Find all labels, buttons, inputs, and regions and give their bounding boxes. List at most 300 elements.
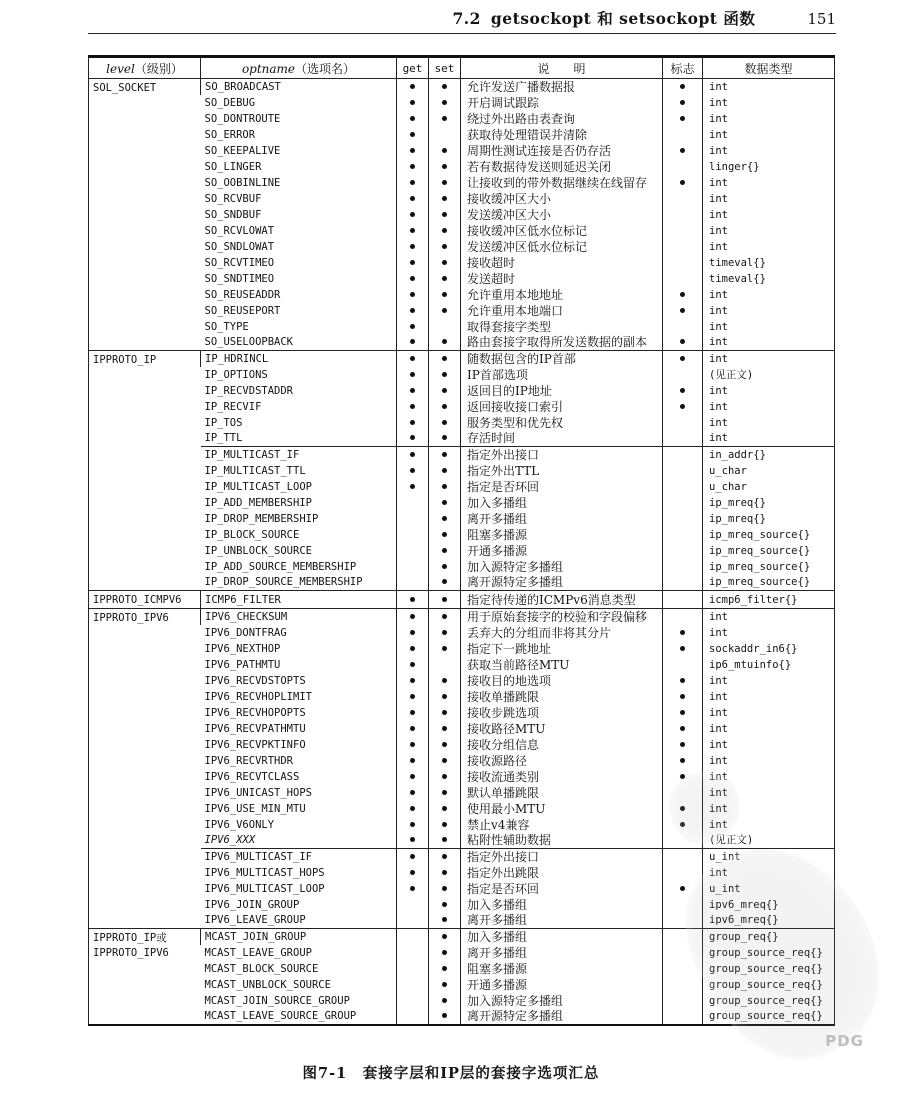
get-cell [397,833,429,849]
option-dot [442,339,447,344]
table-row [89,945,835,961]
get-cell [397,463,429,479]
optname-cell: IP_ADD_SOURCE_MEMBERSHIP [204,560,357,573]
table-row [89,223,835,239]
set-cell [429,977,461,993]
option-dot [410,630,415,635]
optname-cell: IPV6_RECVTCLASS [204,770,300,783]
optname-cell: IPV6_V6ONLY [204,818,275,831]
option-dot [680,678,685,683]
option-dot [410,148,415,153]
flag-cell [663,657,703,673]
set-cell [429,849,461,865]
datatype-cell: ip_mreq_source{} [703,543,835,559]
set-cell [429,431,461,447]
optname-cell: MCAST_JOIN_SOURCE_GROUP [204,994,350,1007]
flag-cell [663,191,703,207]
set-cell [429,527,461,543]
optname-cell: IPV6_DONTFRAG [204,626,287,639]
get-cell [397,543,429,559]
get-cell [397,175,429,191]
option-dot [680,388,685,393]
description-cell: 离开源特定多播组 [461,575,663,591]
flag-cell [663,801,703,817]
option-dot [442,822,447,827]
set-cell [429,143,461,159]
datatype-cell: ip_mreq{} [703,511,835,527]
get-cell [397,881,429,897]
get-cell [397,527,429,543]
description-cell: 返回接收接口索引 [461,399,663,415]
option-dot [680,710,685,715]
optname-cell: SO_RCVBUF [204,192,262,205]
datatype-cell: timeval{} [703,271,835,287]
option-dot [442,404,447,409]
optname-cell: IPV6_MULTICAST_LOOP [204,882,325,895]
table-row [89,543,835,559]
optname-cell: SO_RCVTIMEO [204,256,275,269]
set-cell [429,625,461,641]
flag-cell [663,207,703,223]
set-cell [429,111,461,127]
set-cell [429,993,461,1009]
option-dot [410,388,415,393]
table-row [89,335,835,351]
datatype-cell: int [703,207,835,223]
option-dot [680,100,685,105]
get-cell [397,609,429,625]
flag-cell [663,351,703,367]
set-cell [429,753,461,769]
datatype-cell: int [703,753,835,769]
get-cell [397,993,429,1009]
get-cell [397,303,429,319]
datatype-cell: int [703,111,835,127]
option-dot [442,806,447,811]
flag-cell [663,705,703,721]
option-dot [410,212,415,217]
datatype-cell: ip_mreq_source{} [703,527,835,543]
datatype-cell: int [703,319,835,335]
column-header-set [429,57,461,79]
get-cell [397,207,429,223]
set-cell [429,881,461,897]
description-cell: 允许重用本地端口 [461,303,663,319]
table-row [89,111,835,127]
datatype-cell: u_char [703,463,835,479]
option-dot [410,132,415,137]
get-cell [397,447,429,463]
optname-cell: IPV6_MULTICAST_HOPS [204,866,325,879]
set-cell [429,833,461,849]
optname-word: optname [241,61,296,76]
datatype-cell: int [703,609,835,625]
datatype-cell: int [703,239,835,255]
set-label: set [434,62,455,75]
datatype-cell: int [703,223,835,239]
get-cell [397,801,429,817]
set-cell [429,721,461,737]
table-row [89,431,835,447]
table-row [89,769,835,785]
optname-cell: MCAST_UNBLOCK_SOURCE [204,978,331,991]
table-row [89,673,835,689]
flag-cell [663,993,703,1009]
option-dot [410,886,415,891]
option-dot [410,678,415,683]
description-cell: 指定下一跳地址 [461,641,663,657]
datatype-cell: int [703,143,835,159]
option-dot [442,420,447,425]
optname-cell: IP_ADD_MEMBERSHIP [204,496,312,509]
optname-cell: IP_OPTIONS [204,368,268,381]
set-cell [429,255,461,271]
description-cell: 接收步跳选项 [461,705,663,721]
set-cell [429,223,461,239]
datatype-cell: group_source_req{} [703,1009,835,1025]
level-cell [89,929,201,1025]
set-cell [429,191,461,207]
optname-cell: SO_DEBUG [204,96,256,109]
optname-cell: MCAST_JOIN_GROUP [201,929,397,945]
level-cn: （级别） [134,61,183,76]
description-cell: 禁止v4兼容 [461,817,663,833]
set-cell [429,95,461,111]
datatype-cell: group_source_req{} [703,961,835,977]
flag-cell [663,95,703,111]
description-cell: 指定外出接口 [461,849,663,865]
option-dot [410,854,415,859]
optname-cell: IP_UNBLOCK_SOURCE [204,544,312,557]
table-row [89,961,835,977]
flag-cell [663,913,703,929]
optname-cell: IP_DROP_SOURCE_MEMBERSHIP [204,576,363,589]
option-dot [410,870,415,875]
get-cell [397,511,429,527]
option-dot [680,84,685,89]
get-cell [397,383,429,399]
get-cell [397,929,429,945]
description-cell: 服务类型和优先权 [461,415,663,431]
table-row [89,689,835,705]
flag-cell [663,415,703,431]
table-row [89,559,835,575]
get-cell [397,575,429,591]
optname-cell: IP_MULTICAST_TTL [204,464,306,477]
set-cell [429,319,461,335]
socket-options-table [88,55,835,1026]
option-dot [442,982,447,987]
description-cell: 离开源特定多播组 [461,1009,663,1025]
flag-cell [663,961,703,977]
optname-cell: SO_ERROR [204,128,256,141]
flag-cell [663,335,703,351]
option-dot [442,228,447,233]
optname-cell: IP_MULTICAST_IF [201,447,397,463]
datatype-cell: int [703,303,835,319]
description-cell: 默认单播跳限 [461,785,663,801]
option-dot [410,597,415,602]
flag-cell [663,737,703,753]
option-dot [680,886,685,891]
description-cell: 接收缓冲区低水位标记 [461,223,663,239]
get-cell [397,591,429,609]
datatype-cell: int [703,737,835,753]
description-cell: 绕过外出路由表查询 [461,111,663,127]
page-number: 151 [807,10,836,28]
flag-cell [663,673,703,689]
column-header-get [397,57,429,79]
table-row [89,383,835,399]
optname-cell: SO_TYPE [204,320,249,333]
description-cell: IP首部选项 [461,367,663,383]
option-dot [410,452,415,457]
option-dot [410,196,415,201]
optname-cell: MCAST_LEAVE_SOURCE_GROUP [204,1010,357,1022]
option-dot [410,164,415,169]
option-dot [410,822,415,827]
optname-cell: IPV6_RECVPATHMTU [204,722,306,735]
flag-cell [663,223,703,239]
description-cell: 取得套接字类型 [461,319,663,335]
set-cell [429,705,461,721]
datatype-cell: (见正文) [703,367,835,383]
datatype-cell: int [703,689,835,705]
optname-cell: SO_RCVLOWAT [204,224,275,237]
table-row [89,897,835,913]
description-cell: 开通多播源 [461,977,663,993]
table-row [89,207,835,223]
description-cell: 用于原始套接字的校验和字段偏移 [461,609,663,625]
column-header-datatype: 数据类型 [703,57,835,79]
table-row [89,641,835,657]
datatype-cell: int [703,127,835,143]
table-row [89,833,835,849]
table-header-row [89,57,835,79]
description-cell: 离开多播组 [461,511,663,527]
option-dot [680,774,685,779]
table-row [89,1009,835,1025]
optname-cell: IPV6_PATHMTU [204,658,281,671]
optname-cell: SO_DONTROUTE [204,112,281,125]
table-row [89,881,835,897]
option-dot [680,758,685,763]
option-dot [442,966,447,971]
section-heading [452,7,755,29]
optname-cell: SO_SNDLOWAT [204,240,275,253]
get-label: get [402,62,423,75]
set-cell [429,897,461,913]
level-label: SOL_SOCKET [93,82,157,94]
set-cell [429,1009,461,1025]
description-cell: 让接收到的带外数据继续在线留存 [461,175,663,191]
table-row [89,575,835,591]
get-cell [397,817,429,833]
option-dot [442,837,447,842]
optname-cell: IPV6_RECVHOPOPTS [204,706,306,719]
options-table-body [89,79,835,1025]
level-label: IPPROTO_ICMPV6 [93,594,182,606]
table-row [89,239,835,255]
option-dot [410,276,415,281]
datatype-cell: int [703,335,835,351]
datatype-cell: int [703,287,835,303]
table-row [89,817,835,833]
table-row [89,737,835,753]
set-cell [429,591,461,609]
datatype-cell: int [703,705,835,721]
option-dot [680,339,685,344]
level-cell [89,351,201,591]
set-cell [429,785,461,801]
option-dot [410,662,415,667]
flag-cell [663,159,703,175]
option-dot [410,468,415,473]
table-row [89,479,835,495]
flag-cell [663,785,703,801]
option-dot [442,260,447,265]
table-row [89,415,835,431]
table-row [89,753,835,769]
option-dot [442,579,447,584]
option-dot [442,164,447,169]
option-dot [410,180,415,185]
description-cell: 获取当前路径MTU [461,657,663,673]
optname-cell: SO_SNDBUF [204,208,262,221]
datatype-cell: ip6_mtuinfo{} [703,657,835,673]
description-cell: 加入多播组 [461,897,663,913]
option-dot [442,998,447,1003]
datatype-cell: int [703,673,835,689]
set-cell [429,463,461,479]
datatype-cell: group_source_req{} [703,945,835,961]
option-dot [410,116,415,121]
flag-cell [663,399,703,415]
level-label: IPPROTO_IP或 [93,932,167,944]
table-row [89,271,835,287]
get-cell [397,961,429,977]
option-dot [410,292,415,297]
option-dot [410,356,415,361]
level-label: IPPROTO_IPV6 [93,947,169,959]
option-dot [442,678,447,683]
set-cell [429,641,461,657]
datatype-cell: group_source_req{} [703,993,835,1009]
set-cell [429,399,461,415]
option-dot [680,308,685,313]
option-dot [442,196,447,201]
description-cell: 允许重用本地地址 [461,287,663,303]
section-title: getsockopt 和 setsockopt 函数 [490,9,756,28]
set-cell [429,961,461,977]
flag-cell [663,255,703,271]
datatype-cell: u_int [703,881,835,897]
set-cell [429,239,461,255]
set-cell [429,415,461,431]
option-dot [442,597,447,602]
table-row [89,495,835,511]
set-cell [429,559,461,575]
datatype-cell: int [703,721,835,737]
description-cell: 路由套接字取得所发送数据的副本 [461,335,663,351]
option-dot [410,308,415,313]
optname-cell: IP_TOS [204,416,243,429]
option-dot [410,339,415,344]
table-row [89,367,835,383]
option-dot [442,726,447,731]
get-cell [397,753,429,769]
flag-cell [663,865,703,881]
flag-cell [663,175,703,191]
option-dot [442,516,447,521]
datatype-cell: int [703,817,835,833]
flag-cell [663,689,703,705]
option-dot [680,180,685,185]
description-cell: 使用最小MTU [461,801,663,817]
option-dot [442,694,447,699]
table-row [89,705,835,721]
flag-cell [663,897,703,913]
figure-caption: 图7-1 套接字层和IP层的套接字选项汇总 [302,1065,600,1082]
flag-cell [663,479,703,495]
optname-cell: SO_REUSEPORT [204,304,281,317]
level-label: IPPROTO_IPV6 [93,612,169,624]
option-dot [442,870,447,875]
optname-cell: IP_TTL [204,432,243,445]
set-cell [429,271,461,287]
option-dot [680,116,685,121]
datatype-cell: sockaddr_in6{} [703,641,835,657]
table-row [89,977,835,993]
description-cell: 接收流通类别 [461,769,663,785]
option-dot [410,435,415,440]
set-cell [429,575,461,591]
table-row [89,303,835,319]
flag-cell [663,849,703,865]
table-row [89,609,835,625]
flag-cell [663,239,703,255]
option-dot [410,758,415,763]
get-cell [397,479,429,495]
set-cell [429,945,461,961]
option-dot [442,356,447,361]
flag-cell [663,287,703,303]
flag-cell [663,111,703,127]
option-dot [442,435,447,440]
option-dot [442,1013,447,1018]
set-cell [429,737,461,753]
set-cell [429,673,461,689]
description-cell: 若有数据待发送则延迟关闭 [461,159,663,175]
table-row [89,79,835,95]
table-row [89,625,835,641]
set-cell [429,367,461,383]
get-cell [397,641,429,657]
optname-cell: IPV6_UNICAST_HOPS [204,786,312,799]
get-cell [397,399,429,415]
datatype-cell: ip_mreq_source{} [703,559,835,575]
table-row [89,351,835,367]
option-dot [410,324,415,329]
set-cell [429,543,461,559]
optname-cell: SO_REUSEADDR [204,288,281,301]
option-dot [410,372,415,377]
get-cell [397,127,429,143]
description-cell: 离开多播组 [461,913,663,929]
description-cell: 指定外出TTL [461,463,663,479]
get-cell [397,1009,429,1025]
table-header [89,57,835,79]
